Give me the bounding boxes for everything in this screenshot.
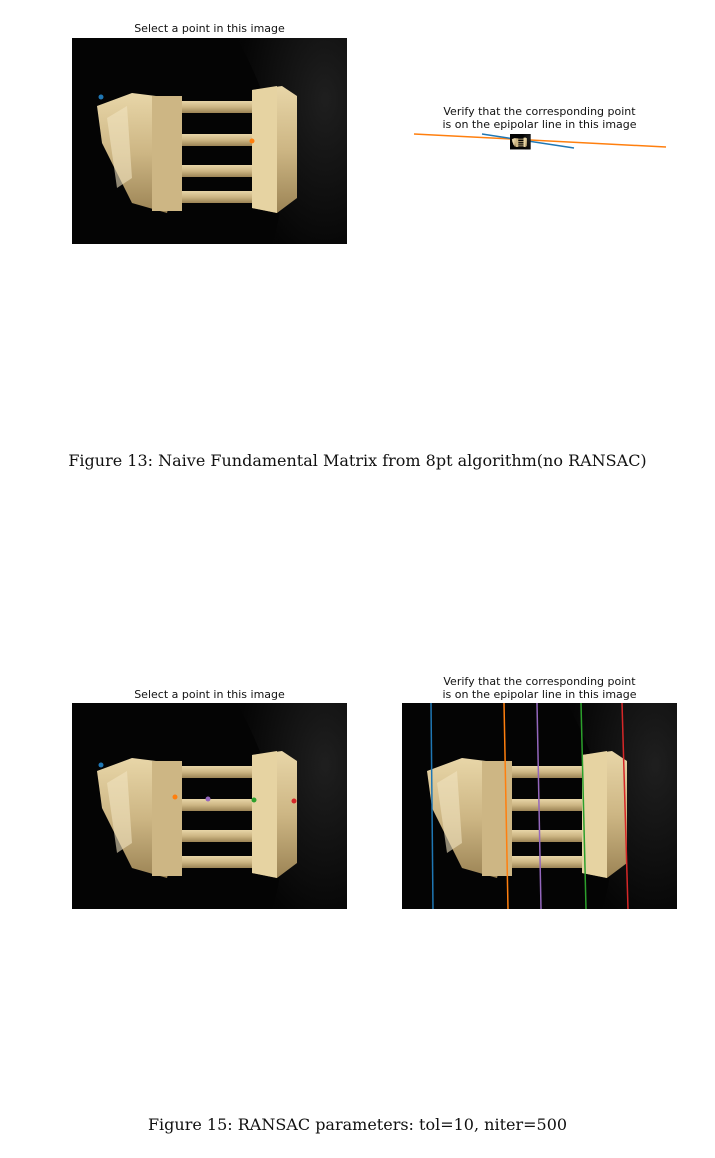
figure15-right-image[interactable] <box>402 703 677 909</box>
figure13-caption: Figure 13: Naive Fundamental Matrix from 8pt algorithm(no RANSAC) <box>68 451 647 470</box>
figure13-right-image[interactable] <box>402 120 677 160</box>
figure13-epipolar-line-orange <box>414 134 666 147</box>
figure13-tiny-image <box>510 134 531 149</box>
figure15-right-title: Verify that the corresponding point is on the epipolar line in this image <box>442 675 637 701</box>
figure13-right-title: Verify that the corresponding point is on the epipolar line in this image <box>442 105 637 131</box>
figure15-point-red <box>292 799 297 804</box>
figure13-selected-point <box>99 95 104 100</box>
figure15-point-orange <box>173 795 178 800</box>
figure15-left-image[interactable] <box>72 703 347 909</box>
figure15-left-title: Select a point in this image <box>134 688 285 701</box>
figure15-point-green <box>252 798 257 803</box>
figure13-left-image[interactable] <box>72 38 347 244</box>
figure15-caption: Figure 15: RANSAC parameters: tol=10, niter=500 <box>147 1115 568 1134</box>
figure13-left-title: Select a point in this image <box>134 22 285 35</box>
figure15-point-blue <box>99 763 104 768</box>
figure15-point-purple <box>206 797 211 802</box>
